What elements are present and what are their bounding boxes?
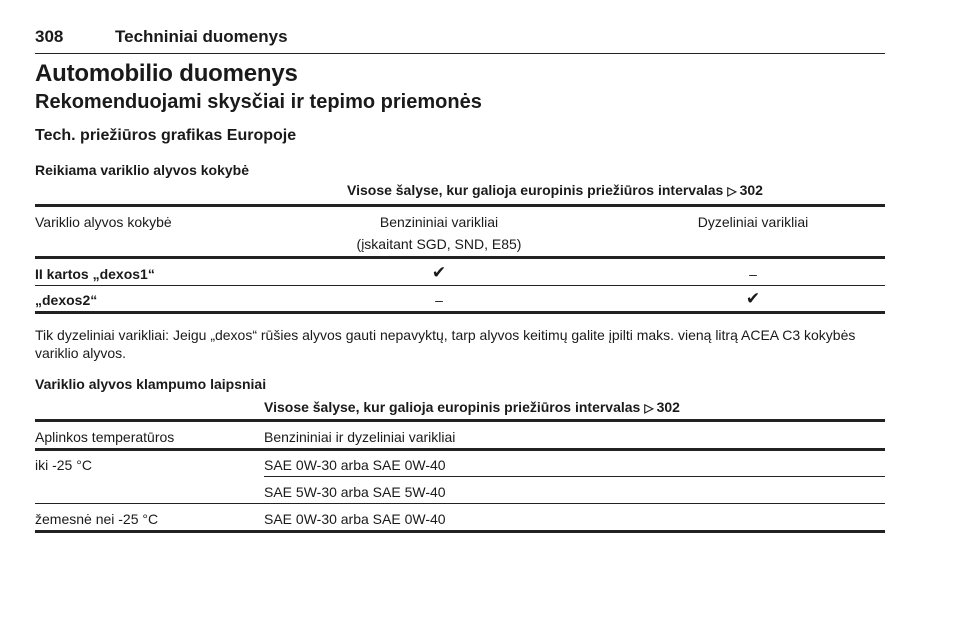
table2-row2-grade: SAE 5W-30 arba SAE 5W-40	[264, 484, 446, 500]
heading-h3: Tech. priežiūros grafikas Europoje	[35, 127, 297, 144]
table1-rule-head	[35, 256, 885, 259]
table2-caption-text: Visose šalyse, kur galioja europinis priežiūros intervalas	[264, 399, 641, 415]
table2-label: Variklio alyvos klampumo laipsniai	[35, 376, 267, 392]
page-number: 308	[35, 27, 64, 46]
table2-rule-row2	[35, 503, 885, 504]
table1-rule-bottom	[35, 311, 885, 314]
table1-row2-name: „dexos2“	[35, 292, 98, 308]
table1-col-quality: Variklio alyvos kokybė	[35, 214, 172, 230]
table1-row1-diesel: –	[749, 266, 757, 282]
table1-caption-text: Visose šalyse, kur galioja europinis priežiūros intervalas	[347, 182, 724, 198]
table1-caption-ref[interactable]: 302	[739, 182, 763, 198]
table2-caption-ref[interactable]: 302	[656, 399, 680, 415]
table2-row3-temp: žemesnė nei -25 °C	[35, 511, 159, 527]
heading-h2: Rekomenduojami skysčiai ir tepimo priemonės	[35, 91, 482, 113]
table2-caption	[264, 399, 680, 415]
table2-rule-head	[35, 448, 885, 451]
table1-col-diesel: Dyzeliniai varikliai	[697, 214, 809, 230]
table1-rule-top	[35, 204, 885, 207]
table2-row1-grade: SAE 0W-30 arba SAE 0W-40	[264, 457, 446, 473]
table2-row1-temp: iki -25 °C	[35, 457, 92, 473]
table2-row3-grade: SAE 0W-30 arba SAE 0W-40	[264, 511, 446, 527]
table1-caption	[347, 182, 763, 198]
table1-label: Reikiama variklio alyvos kokybė	[35, 162, 250, 178]
triangle-right-icon: ▷	[644, 401, 654, 415]
table1-rule-row	[35, 285, 885, 286]
table2-col-temp: Aplinkos temperatūros	[35, 429, 175, 445]
triangle-right-icon: ▷	[727, 184, 737, 198]
table2-col-grade: Benzininiai ir dyzeliniai varikliai	[264, 429, 456, 445]
table1-row2-petrol: –	[435, 292, 443, 308]
table2-rule-bottom	[35, 530, 885, 533]
table2-rule-row1	[264, 476, 885, 477]
section-title: Techniniai duomenys	[115, 27, 288, 46]
table1-col-petrol: Benzininiai varikliai	[379, 214, 499, 230]
table1-row1-name: II kartos „dexos1“	[35, 266, 155, 282]
table2-rule-top	[35, 419, 885, 422]
checkmark-icon: ✔	[431, 263, 447, 282]
checkmark-icon: ✔	[745, 289, 761, 308]
page-header	[35, 27, 885, 54]
note-paragraph: Tik dyzeliniai varikliai: Jeigu „dexos“ rūšies alyvos gauti nepavyktų, tarp alyvos keitimų galite įpilti maks. vieną litrą ACEA C3 kokybės variklio alyvos.	[35, 327, 856, 361]
heading-h1: Automobilio duomenys	[35, 60, 298, 87]
table1-col-petrol-note: (įskaitant SGD, SND, E85)	[356, 236, 522, 252]
